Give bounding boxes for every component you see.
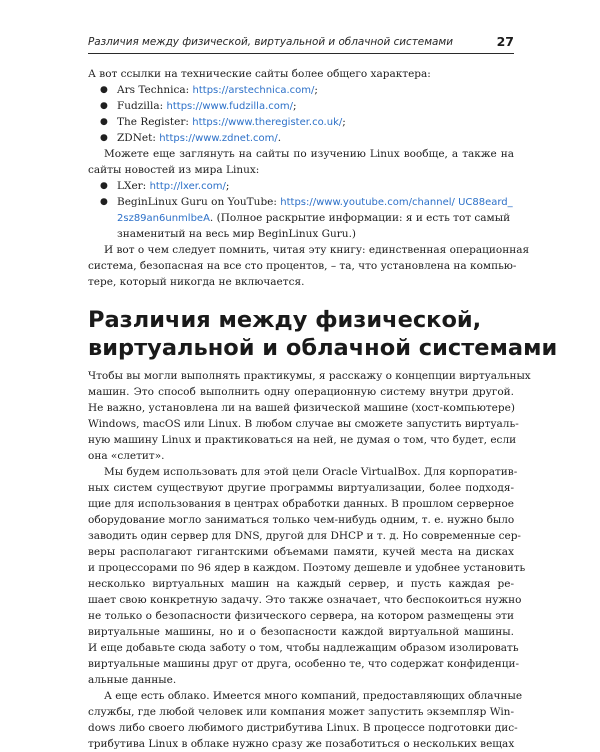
- paragraph-line: машин. Это способ выполнить одну операционную систему внутри другой.: [88, 386, 514, 398]
- site-punct: ;: [292, 100, 297, 112]
- paragraph-line: альные данные.: [88, 674, 177, 686]
- paragraph-line: ных систем существуют другие программы виртуализации, более подходя-: [88, 482, 514, 494]
- paragraph-line: И еще добавьте сюда заботу о том, чтобы надлежащим образом изолировать: [88, 642, 519, 654]
- page-number: 27: [496, 34, 514, 49]
- header-rule: [88, 53, 514, 54]
- paragraph-line: ную машину Linux и практиковаться на ней, не думая о том, что будет, если: [88, 434, 517, 446]
- site-name: Fudzilla:: [117, 100, 167, 112]
- site-name: ZDNet:: [117, 132, 160, 144]
- paragraph-line: И вот о чем следует помнить, читая эту книгу: единственная операционная: [104, 244, 530, 256]
- paragraph-line: Windows, macOS или Linux. В любом случае вы сможете запустить виртуаль-: [88, 418, 519, 430]
- paragraph-line: щие для использования в центрах обработки данных. В прошлом серверное: [88, 498, 514, 510]
- site-name: Ars Technica:: [117, 84, 193, 96]
- paragraph-line: Чтобы вы могли выполнять практикумы, я расскажу о концепции виртуальных: [88, 370, 531, 382]
- running-header-title: Различия между физической, виртуальной и облачной системами: [88, 36, 453, 48]
- paragraph-line: виртуальные машины друг от друга, особенно те, что содержат конфиденци-: [88, 658, 520, 670]
- paragraph-line: оборудование могло заниматься только чем-нибудь одним, т. е. нужно было: [88, 514, 515, 526]
- site-name: LXer:: [117, 180, 150, 192]
- linux-intro-line: сайты новостей из мира Linux:: [88, 164, 260, 176]
- paragraph-line: и процессорами по 96 ядер в каждом. Поэтому дешевле и удобнее установить: [88, 562, 526, 574]
- bullet-marker: ●: [100, 85, 108, 95]
- bullet-marker: ●: [100, 101, 108, 111]
- paragraph-line: не только о безопасности физического сервера, на котором размещены эти: [88, 610, 514, 622]
- site-link[interactable]: https://www.fudzilla.com/: [166, 101, 293, 112]
- list-item-text: знаменитый на весь мир BeginLinux Guru.): [117, 228, 356, 240]
- site-link[interactable]: https://www.youtube.com/channel/ UC88eard_: [280, 197, 513, 208]
- intro-line: А вот ссылки на технические сайты более общего характера:: [88, 68, 431, 80]
- paragraph-line: она «слетит».: [88, 450, 165, 462]
- paragraph-line: шает свою конкретную задачу. Это также означает, что беспокоиться нужно: [88, 594, 522, 606]
- site-link[interactable]: https://www.theregister.co.uk/: [192, 117, 343, 128]
- paragraph-line: трибутива Linux в облаке нужно сразу же позаботиться о нескольких вещах: [88, 738, 515, 750]
- paragraph-line: система, безопасная на все сто процентов, – та, что установлена на компью-: [88, 260, 517, 272]
- paragraph-line: А еще есть облако. Имеется много компаний, предоставляющих облачные: [104, 690, 523, 702]
- paragraph-line: Мы будем использовать для этой цели Oracle VirtualBox. Для корпоратив-: [104, 466, 518, 478]
- list-item-text: [117, 210, 510, 227]
- list-item-text: [117, 98, 297, 115]
- paragraph-line: заводить один сервер для DNS, другой для DHCP и т. д. Но современные сер-: [88, 530, 521, 542]
- site-name: BeginLinux Guru on YouTube:: [117, 196, 281, 208]
- paragraph-line: тере, который никогда не включается.: [88, 276, 305, 288]
- site-link[interactable]: https://arstechnica.com/: [192, 85, 315, 96]
- site-punct: ;: [342, 116, 346, 128]
- disclosure-text: . (Полное раскрытие информации: я и есть тот самый: [209, 212, 511, 224]
- paragraph-line: службы, где любой человек или компания может запустить экземпляр Win-: [88, 706, 514, 718]
- list-item-text: [117, 194, 513, 211]
- bullet-marker: ●: [100, 117, 108, 127]
- linux-intro-line: Можете еще заглянуть на сайты по изучению Linux вообще, а также на: [104, 148, 514, 160]
- bullet-marker: ●: [100, 133, 108, 143]
- paragraph-line: веры располагают гигантскими объемами памяти, кучей места на дисках: [88, 546, 514, 558]
- bullet-marker: ●: [100, 181, 108, 191]
- list-item-text: [117, 114, 346, 131]
- paragraph-line: Не важно, установлена ли на вашей физической машине (хост-компьютере): [88, 402, 515, 414]
- site-link[interactable]: http://lxer.com/: [149, 181, 226, 192]
- section-heading-line: Различия между физической,: [88, 307, 482, 333]
- list-item-text: [117, 178, 229, 195]
- list-item-text: [117, 130, 281, 147]
- paragraph-line: несколько виртуальных машин на каждый сервер, и пусть каждая ре-: [88, 578, 514, 590]
- site-name: The Register:: [117, 116, 193, 128]
- site-punct: ;: [225, 180, 230, 192]
- site-punct: .: [277, 132, 282, 144]
- site-link[interactable]: https://www.zdnet.com/: [159, 133, 278, 144]
- paragraph-line: dows либо своего любимого дистрибутива Linux. В процессе подготовки дис-: [88, 722, 518, 734]
- site-link[interactable]: 2sz89an6unmlbeA: [117, 213, 210, 224]
- paragraph-line: виртуальные машины, но и о безопасности каждой виртуальной машины.: [88, 626, 514, 638]
- site-punct: ;: [314, 84, 318, 96]
- section-heading-line: виртуальной и облачной системами: [88, 335, 558, 361]
- bullet-marker: ●: [100, 197, 108, 207]
- list-item-text: [117, 82, 318, 99]
- running-header: [88, 34, 514, 56]
